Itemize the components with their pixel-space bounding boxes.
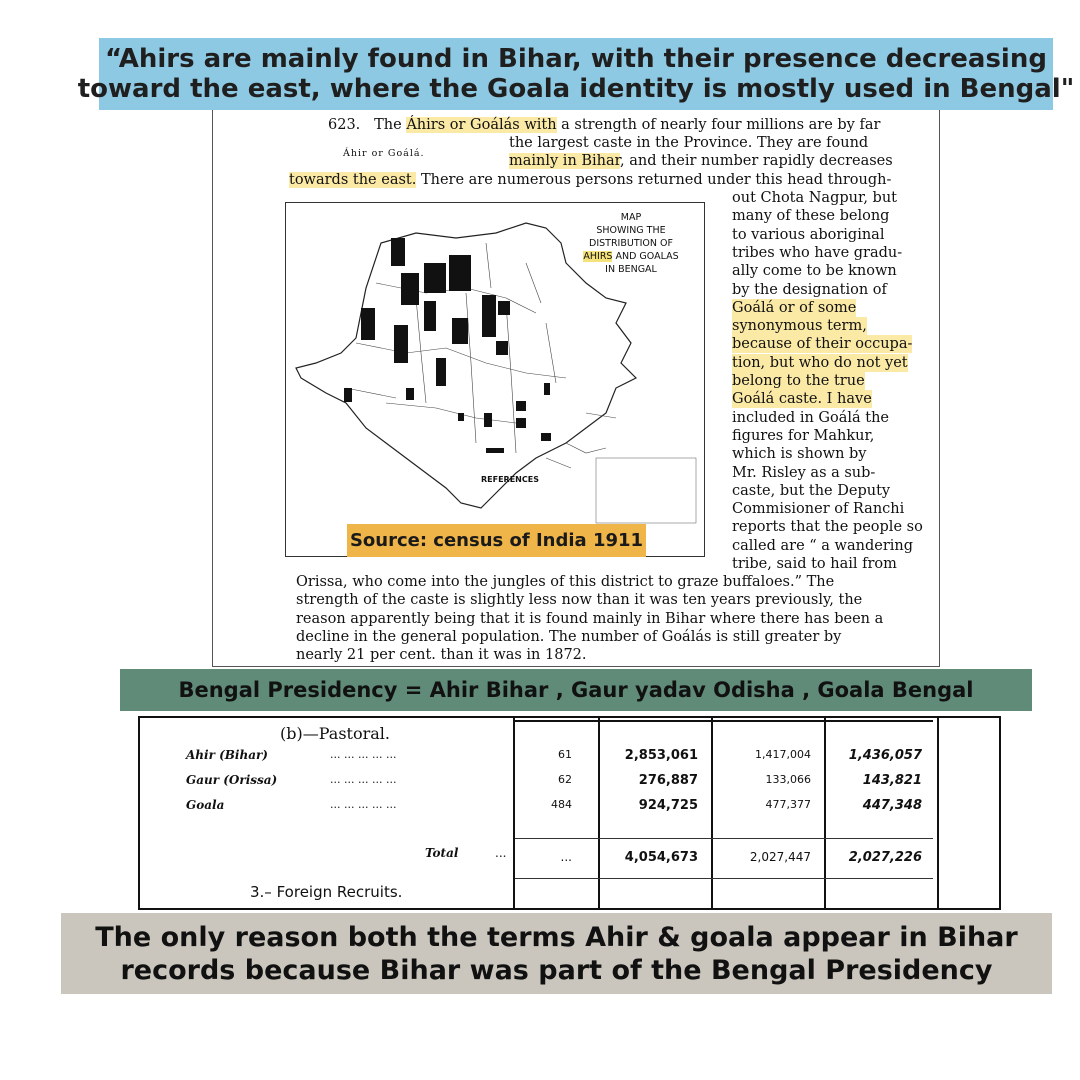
males-cell: 477,377	[765, 798, 811, 811]
caste-number-cell: 61	[558, 748, 572, 761]
right-column-line: included in Goálá the	[732, 409, 890, 426]
females-cell: 447,348	[862, 798, 922, 813]
right-column-line: by the designation of	[732, 281, 887, 298]
conclusion-line-2: records because Bihar was part of the Bengal Presidency	[120, 954, 993, 986]
total-number-cell: ...	[560, 850, 572, 864]
total-dots: ...	[495, 846, 507, 860]
map-highlight-ahirs: AHIRS	[583, 251, 613, 262]
redaction-block	[424, 263, 446, 293]
column-divider	[937, 718, 939, 908]
census-page-scan	[212, 110, 940, 667]
conclusion-line-1: The only reason both the terms Ahir & goala appear in Bihar	[95, 921, 1018, 953]
bottom-conclusion-banner	[61, 913, 1052, 994]
redaction-block	[361, 308, 375, 340]
right-column-line: reports that the people so	[732, 519, 923, 536]
right-column-line: ally come to be known	[732, 263, 897, 280]
caste-name-cell: Goala	[186, 798, 225, 812]
right-column-line: because of their occupa-	[732, 336, 913, 353]
right-column-line: Commisioner of Ranchi	[732, 501, 905, 518]
column-divider	[824, 718, 826, 908]
census-line-2: the largest caste in the Province. They are found	[509, 135, 869, 151]
right-column-line: many of these belong	[732, 208, 890, 225]
row-leader-dots: ... ... ... ... ...	[330, 748, 397, 761]
column-divider	[598, 718, 600, 908]
right-column-line: belong to the true	[732, 373, 865, 389]
table-top-rule	[515, 720, 933, 722]
total-males-cell: 2,027,447	[749, 850, 811, 864]
map-title-line: SHOWING THE DISTRIBUTION OF	[589, 225, 673, 249]
right-column-line: which is shown by	[732, 446, 867, 463]
persons-cell: 276,887	[638, 773, 698, 788]
redaction-block	[436, 358, 446, 386]
paragraph-number: 623.	[328, 117, 361, 133]
redaction-block	[391, 238, 405, 266]
total-label: Total	[425, 846, 459, 860]
section-heading: (b)—Pastoral.	[280, 724, 390, 743]
presidency-banner	[120, 669, 1032, 711]
top-quote-banner	[77, 38, 1075, 110]
top-quote-line-2: toward the east, where the Goala identity is mostly used in Bengal"	[77, 74, 1075, 104]
highlight-mainly-bihar: mainly in Bihar	[509, 153, 621, 169]
bottom-paragraph-line: Orissa, who come into the jungles of this district to graze buffaloes.” The	[296, 574, 835, 590]
margin-note: Áhir or Goálá.	[343, 148, 425, 159]
redaction-block	[406, 388, 414, 400]
census-line-3	[509, 152, 893, 170]
pastoral-caste-table	[138, 716, 1001, 910]
bottom-paragraph-line: decline in the general population. The number of Goálás is still greater by	[296, 628, 842, 645]
row-leader-dots: ... ... ... ... ...	[330, 798, 397, 811]
map-title	[561, 211, 701, 276]
top-quote-line-1: “Ahirs are mainly found in Bihar, with their presence decreasing	[105, 44, 1047, 74]
presidency-banner-text: Bengal Presidency = Ahir Bihar , Gaur yadav Odisha , Goala Bengal	[178, 678, 974, 702]
total-females-cell: 2,027,226	[848, 850, 922, 865]
census-text-fragment: The	[374, 117, 407, 133]
right-column-line: tribe, said to hail from	[732, 556, 897, 572]
map-title-fragment: AND GOALAS	[612, 251, 679, 262]
column-divider	[513, 718, 515, 908]
persons-cell: 2,853,061	[624, 748, 698, 763]
map-references-label: REFERENCES	[481, 475, 539, 484]
table-rule	[515, 838, 933, 839]
total-persons-cell: 4,054,673	[624, 850, 698, 865]
census-text-fragment: a strength of nearly four millions are by far	[556, 117, 881, 133]
redaction-block	[516, 401, 526, 411]
right-column-line: to various aboriginal	[732, 226, 885, 243]
redaction-block	[449, 255, 471, 291]
redaction-block	[452, 318, 468, 344]
males-cell: 133,066	[765, 773, 811, 786]
redaction-block	[424, 301, 436, 331]
caste-number-cell: 62	[558, 773, 572, 786]
persons-cell: 924,725	[638, 798, 698, 813]
caste-number-cell: 484	[551, 798, 572, 811]
redaction-block	[544, 383, 550, 395]
bottom-paragraph-line: strength of the caste is slightly less now than it was ten years previously, the	[296, 592, 863, 609]
redaction-block	[541, 433, 551, 441]
bottom-paragraph-line: nearly 21 per cent. than it was in 1872.	[296, 647, 587, 664]
right-column-line: figures for Mahkur,	[732, 427, 875, 444]
redaction-block	[516, 418, 526, 428]
males-cell: 1,417,004	[755, 748, 811, 761]
table-rule	[515, 878, 933, 879]
redaction-block	[484, 413, 492, 427]
column-divider	[711, 718, 713, 908]
redaction-block	[482, 295, 496, 337]
right-column-line: caste, but the Deputy	[732, 482, 891, 499]
map-title-line: IN BENGAL	[605, 264, 657, 275]
map-title-line	[561, 250, 701, 263]
right-column-line: synonymous term,	[732, 318, 867, 335]
caste-name-cell: Ahir (Bihar)	[186, 748, 268, 762]
foreign-recruits-heading: 3.– Foreign Recruits.	[250, 883, 403, 901]
highlight-towards-east: towards the east.	[289, 172, 417, 188]
right-column-line: called are “ a wandering	[732, 537, 914, 554]
redaction-block	[401, 273, 419, 305]
bottom-paragraph-line: reason apparently being that it is found mainly in Bihar where there has been a	[296, 610, 884, 627]
source-label: Source: census of India 1911	[347, 524, 646, 557]
right-column-line: Mr. Risley as a sub-	[732, 464, 876, 481]
right-column-line: Goálá caste. I have	[732, 391, 872, 408]
right-column-line: tribes who have gradu-	[732, 244, 903, 261]
females-cell: 1,436,057	[848, 748, 922, 763]
redaction-block	[394, 325, 408, 363]
right-column-line: tion, but who do not yet	[732, 354, 908, 371]
right-column-line: out Chota Nagpur, but	[732, 190, 897, 206]
census-text-fragment: There are numerous persons returned under this head through-	[416, 172, 892, 188]
redaction-block	[344, 388, 352, 402]
redaction-block	[486, 448, 504, 453]
distribution-map	[285, 202, 705, 557]
redaction-block	[496, 341, 508, 355]
census-line-1	[328, 116, 880, 134]
right-column-line: Goálá or of some	[732, 299, 857, 316]
redaction-block	[458, 413, 464, 421]
highlight-ahirs-goalas: Áhirs or Goálás with	[406, 117, 557, 133]
row-leader-dots: ... ... ... ... ...	[330, 773, 397, 786]
census-line-4	[289, 171, 891, 189]
census-text-fragment: , and their number rapidly decreases	[620, 153, 893, 169]
caste-name-cell: Gaur (Orissa)	[186, 773, 278, 787]
females-cell: 143,821	[862, 773, 922, 788]
redaction-block	[498, 301, 510, 315]
map-title-line: MAP	[620, 212, 642, 223]
